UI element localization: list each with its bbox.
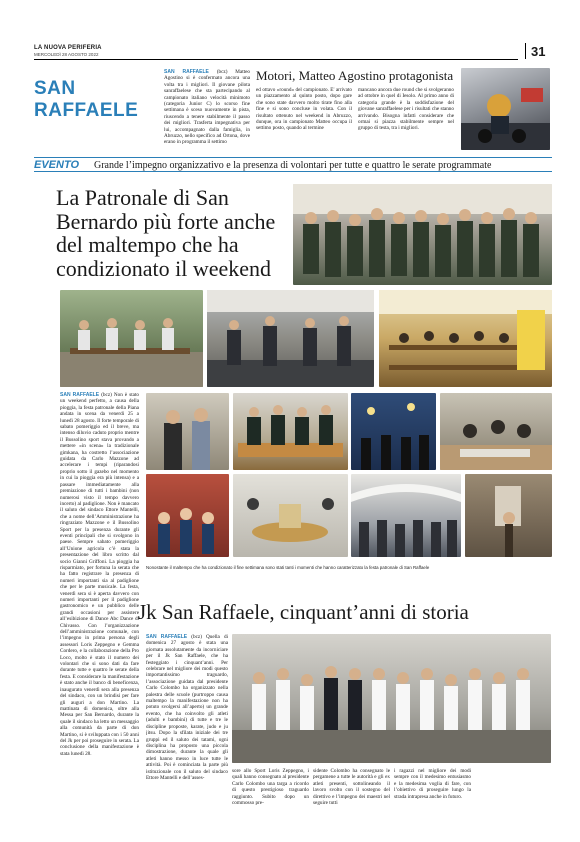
photo-bingo-table <box>440 393 552 470</box>
photo-dance-hall <box>351 474 461 557</box>
page-number: 31 <box>531 44 546 59</box>
jk-col-2: sore allo Sport Loris Zeppegno, i quali hanno consegnato al presidente Carlo Colombo una targa a ricordo di questo prestigioso traguardo raggiunto. Subito dopo un commosso pre- <box>232 768 309 807</box>
patronale-tag: SAN RAFFAELE <box>60 392 102 398</box>
photo-evening-art <box>351 393 436 470</box>
section-city-label: SAN RAFFAELE <box>34 78 139 121</box>
jk-col-1-text: (bcz) Quella di domenica 27 agosto è stata una giornata assolutamente da incorniciare per il Jk San Raffaele, che ha festeggiato i cinquant’anni. Per celebrare nel migliore dei modi questo importantissimo traguardo, l’associazione guidata dal presidente Carlo Colombo ha organizzato nella palestra delle scuole (purtroppo causa maltempo la manifestazione non ha potuto svolgersi all’aperto) un grande evento, che ha coinvolto gli atleti (adulti e bambini) di tutte e tre le discipline proposte, karate, judo e ju jitsu. Dopo la sfilata iniziale dei tre gruppi ed il saluto dei tatami, ogni disciplina ha proposto una piccola dimostrazione, durante la quale gli atleti hanno messo in luce tutte le attività. Poi è cominciata la parte più istituzionale con il saluto del sindaco Ettore Mantelli e dell’asses- <box>146 634 228 781</box>
photo-dance-art <box>351 474 461 557</box>
photo-bakery-art <box>233 393 348 470</box>
jk-headline: Jk San Raffaele, cinquant’anni di storia <box>138 600 469 624</box>
photo-evening-stage <box>351 393 436 470</box>
photo-mayor-speech <box>146 393 229 470</box>
masthead-brand: LA NUOVA PERIFERIA <box>34 45 102 51</box>
photo-crowd-tent <box>207 290 374 387</box>
photo-hall-art <box>379 290 552 387</box>
moto-col-3: mancano ancora due round che si svolgeranno ad ottobre in quel di Iesolo. Al primo anno di categoria grande è la soddisfazione del giovane sanraffaelese per i risultati che stanno arrivando. Bisogna infatti considerare che ormai si piazza stabilmente sempre nel gruppo di testa, tra i migliori. <box>358 87 454 132</box>
photo-hall-dinner <box>379 290 552 387</box>
section-city <box>34 78 144 136</box>
jk-col-4: i ragazzi nel migliore dei modi sempre con il medesimo entusiasmo e la medesima voglia di fare, con l’obiettivo di proseguire lungo la strada intrapresa anche in futuro. <box>394 768 471 800</box>
moto-col-1 <box>164 69 250 149</box>
jk-tag: SAN RAFFAELE <box>146 634 192 640</box>
moto-photo-art <box>461 68 550 150</box>
photo-dessert-art <box>233 474 348 557</box>
photo-dessert-table <box>233 474 348 557</box>
moto-headline: Motori, Matteo Agostino protagonista <box>256 68 454 83</box>
evento-label: EVENTO <box>34 159 80 171</box>
masthead-date: MERCOLEDÌ 28 AGOSTO 2022 <box>34 52 99 57</box>
moto-col-2: ed ottavo «round» del campionato. E' arrivato un piazzamento al quinto posto, dopo gare che sono state davvero molto tirate fino alla fine e si sono concluse in volata. Con il risultato ottenuto nel weekend in Abruzzo, dunque, ora in campionato Matteo occupa il settimo posto, quando al termine <box>256 87 352 132</box>
photo-red-tent <box>146 474 229 557</box>
photo-bakery-table <box>233 393 348 470</box>
patronale-body-text: (bcz) Non è stato un weekend perfetto, a causa della pioggia, la festa patronale della Piana andata in scena da venerdì 25 a lunedì 28 agosto. Il forte temporale di sabato pomeriggio ed il breve, ma intenso diluvio caduto proprio mentre il Bussolino sport stava provando a mettere «in scena» la tradizionale gimkana, ha costretto l’associazione guidata da Carlo Mazzone ad accelerare i tempi (riparandosi proprio sotto il gazebo nel momento in cui la pioggia era più intensa) e a passare immediatamente alla premiazione di tutti i bambini (non numerosi visto il tempo davvero incerto) al padiglione. Non è mancato il saluto del sindaco Ettore Mantelli, che a nome dell’Amministrazione ha ringraziato Mazzone e il Bussolino Sport per la presenza durante gli eventi principali che si svolgono in paese. Sempre sabato pomeriggio all’Unione agricola c’è stata la presentazione del libro scritto dal socio Gianni Griffoni. La pioggia ha risparmiato, per fortuna la serata che ha fatto registrare la presenza di numeri importanti sia al padiglione che per le parte musicale. La festa, venerdì sera si è aperta davvero con numeri importanti per il padiglione gastronomico e un pubblico delle grandi occasioni per assistere all’esibizione di Dance Abc Dance di Chivasso. Con l’organizzazione dell’amministrazione comunale, con l’impegno in prima persona degli assessori Loris Zeppegno e Gemma Cordero, e la collaborazione della Pro Loco, molto è stato il numero dei volontari che si sono dati da fare durante tutte e quattro le serate della festa. E considerare la manifestazione è stato anche il banco di beneficenza, inaugurato venerdì sera alla presenza del sindaco, con un brindisi per fare gli auguri a don Martino. La mattinata di domenica, oltre alla Messa per San Bernardo, durante la quale il sindaco ha letto un messaggio alla comunità da parte di don Martino, si è sviluppata con i 50 anni del Jk per poi proseguire in serata. La conclusione della manifestazione è stata lunedì 28. <box>60 392 139 757</box>
photo-jk-group <box>232 634 551 763</box>
moto-photo <box>461 68 550 150</box>
photo-jk-art <box>232 634 551 763</box>
jk-col-3: sidente Colombo ha consegnato le pergamene a tutte le autorità e gli ex atleti presenti, sottolineando il lavoro svolto con il sostegno del direttivo e l’impegno dei maestri nel seguire tutti <box>313 768 390 807</box>
photo-red-tent-art <box>146 474 229 557</box>
moto-tag: SAN RAFFAELE <box>164 69 217 75</box>
jk-col-1 <box>146 634 228 828</box>
patronale-body <box>60 392 139 828</box>
moto-col-1-text: (bcz) Matteo Agostino si è confermato ancora una volta tra i migliori. Il giovane pilota sanraffaelese che sta partecipando al campionato italiano velocità minimoto (categoria Junior C) lo scorso fine settimana è sceso nuovamente in pista, riuscendo a tenere stabilmente il passo dei migliori. Trasferta impegnativa per lui, accompagnato dalla famiglia, in Abruzzo, nello specifico ad Ortona, dove erano in programma il settimo <box>164 69 250 146</box>
photo-mayor-art <box>146 393 229 470</box>
photo-caption: Nonostante il maltempo che ha condizionato il fine settimana sono stati tanti i momenti che hanno caratterizzato la festa patronale di San Raffaele <box>146 565 430 570</box>
photo-volunteers-art <box>293 184 552 285</box>
photo-bingo-art <box>440 393 552 470</box>
photo-church <box>465 474 552 557</box>
photo-crowd-art <box>207 290 374 387</box>
header-rule <box>34 59 518 60</box>
photo-children-art <box>60 290 203 387</box>
photo-children-benches <box>60 290 203 387</box>
photo-church-art <box>465 474 552 557</box>
evento-subhead: Grande l’impegno organizzativo e la presenza di volontari per tutte e quattro le serate programmate <box>94 160 492 171</box>
page-number-separator <box>525 43 526 59</box>
patronale-headline: La Patronale di San Bernardo più forte anche del maltempo che ha condizionato il weekend <box>56 185 276 281</box>
photo-volunteers <box>293 184 552 285</box>
